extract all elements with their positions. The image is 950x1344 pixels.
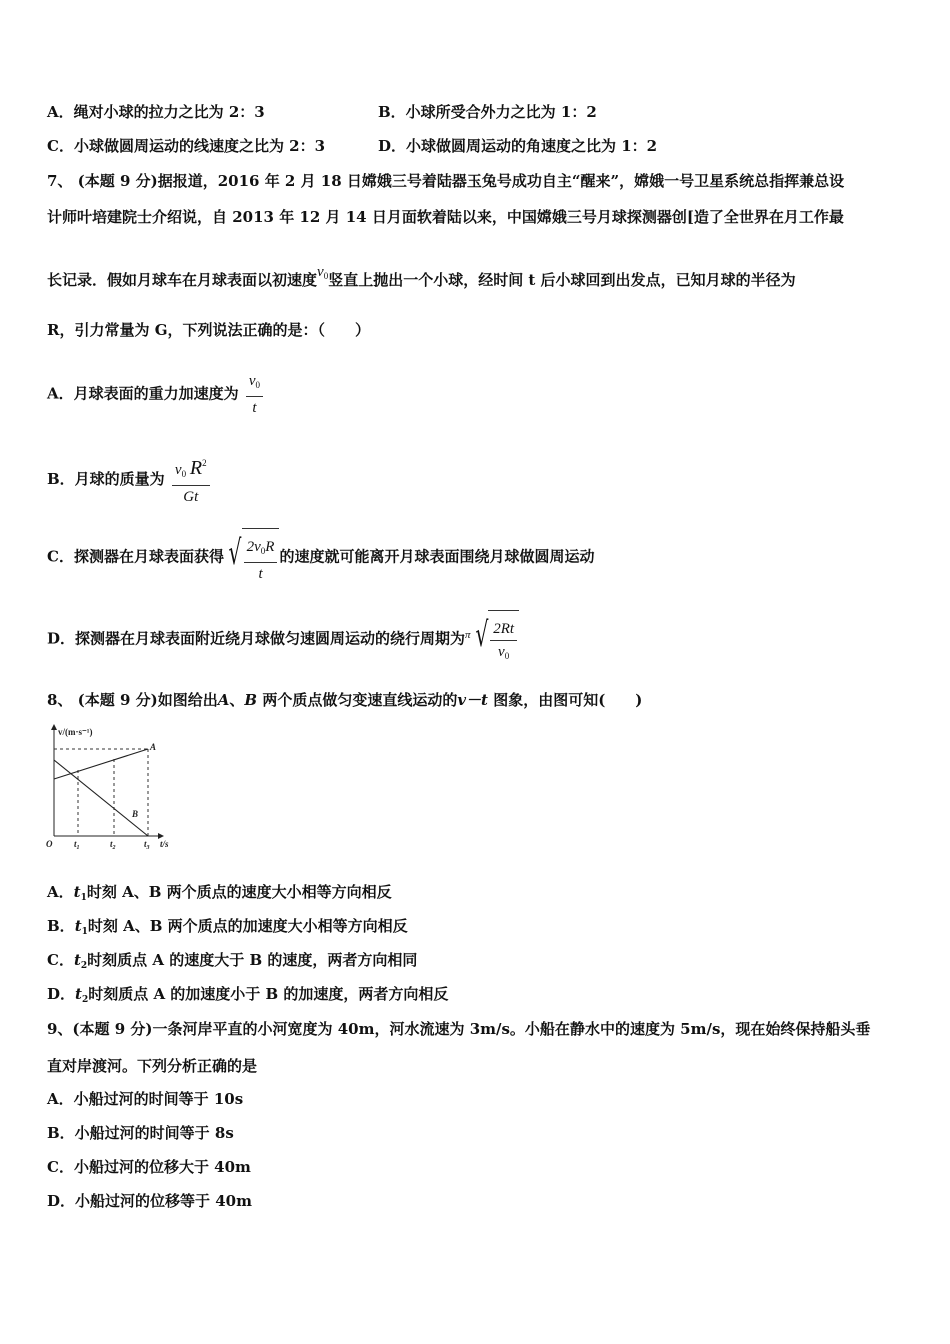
tick-t2: $t_2$ [110,839,116,851]
q8-option-b: B．$t_1$时刻 A、B 两个质点的加速度大小相等方向相反 [47,917,408,937]
q7-option-a [47,370,265,419]
q7-option-d-formula: √ $\frac{2Rt}{v_0}$ [471,610,520,669]
q8-option-c: C．$t_2$时刻质点 A 的速度大于 B 的速度，两者方向相同 [47,951,418,971]
q7-option-c-formula: √ $\frac{2v_0R}{t}$ [224,528,280,587]
q7-option-c-text-b: 的速度就可能离开月球表面围绕月球做圆周运动 [279,547,595,566]
q7-stem-line3 [47,264,796,295]
label-a: A [150,742,157,752]
q8-option-d: D．$t_2$时刻质点 A 的加速度小于 B 的加速度，两者方向相反 [47,985,449,1005]
q9-option-a: A．小船过河的时间等于 10s [47,1090,244,1108]
y-axis-arrow [51,724,57,730]
q7-option-b-formula: $\frac{v_0 R^2}{Gt}$ [172,452,210,508]
q7-option-d-text: D．探测器在月球表面附近绕月球做匀速圆周运动的绕行周期为 [47,629,466,648]
line-b [54,760,148,836]
y-axis-label: v/(m·s⁻¹) [58,727,93,737]
tick-t1: $t_1$ [74,839,80,851]
q7-option-b [47,452,212,508]
q6-option-c: C．小球做圆周运动的线速度之比为 2：3 [47,137,326,155]
q7-option-a-text: A．月球表面的重力加速度为 [47,384,239,403]
q9-stem-line1: 9、(本题 9 分)一条河岸平直的小河宽度为 40m，河水流速为 3m/s。小船在静水中的速度为 5m/s，现在始终保持船头垂 [47,1020,871,1038]
q7-option-a-formula: $\frac{v_0}{t}$ [246,370,263,419]
q7-option-b-text: B．月球的质量为 [47,470,165,488]
q7-stem-line2: 计师叶培建院士介绍说，自 2013 年 12 月 14 日月面软着陆以来，中国嫦娥三号月球探测器创[造了全世界在月工作最 [47,208,844,226]
q8-option-a: A．$t_1$时刻 A、B 两个质点的速度大小相等方向相反 [47,883,392,903]
tick-t3: $t_3$ [144,839,150,851]
v0-symbol: $v_0$ [317,264,329,281]
q6-option-a: A．绳对小球的拉力之比为 2：3 [47,103,265,121]
q6-option-b: B．小球所受合外力之比为 1：2 [378,103,597,121]
q9-option-d: D．小船过河的位移等于 40m [47,1192,252,1210]
x-axis-label: t/s [160,839,169,849]
line-a [54,749,148,779]
q7-stem-line4: R，引力常量为 G，下列说法正确的是：（ ） [47,321,371,339]
q7-stem-line3-text-a: 长记录．假如月球车在月球表面以初速度 [47,271,318,289]
q7-option-d: D．探测器在月球表面附近绕月球做匀速圆周运动的绕行周期为$^\pi$ √ $\frac{2Rt}{v_0}$ [47,610,519,669]
q7-option-c [47,528,594,587]
q7-stem-line3-text-b: 竖直上抛出一个小球，经时间 t 后小球回到出发点，已知月球的半径为 [328,271,796,289]
q9-option-b: B．小船过河的时间等于 8s [47,1124,234,1142]
vt-graph [45,722,185,854]
q8-stem: 8、 (本题 9 分)如图给出A、B 两个质点做匀变速直线运动的v－t 图象，由图可知( ) [47,691,643,709]
q7-stem-line1: 7、 (本题 9 分)据报道，2016 年 2 月 18 日嫦娥三号着陆器玉兔号成功自主“醒来”，嫦娥一号卫星系统总指挥兼总设 [47,172,845,190]
q9-stem-line2: 直对岸渡河。下列分析正确的是 [47,1057,258,1075]
q9-option-c: C．小船过河的位移大于 40m [47,1158,251,1176]
label-b: B [132,809,139,819]
q7-option-c-text-a: C．探测器在月球表面获得 [47,547,224,566]
origin-label: O [46,839,53,849]
q6-option-d: D．小球做圆周运动的角速度之比为 1：2 [378,137,658,155]
